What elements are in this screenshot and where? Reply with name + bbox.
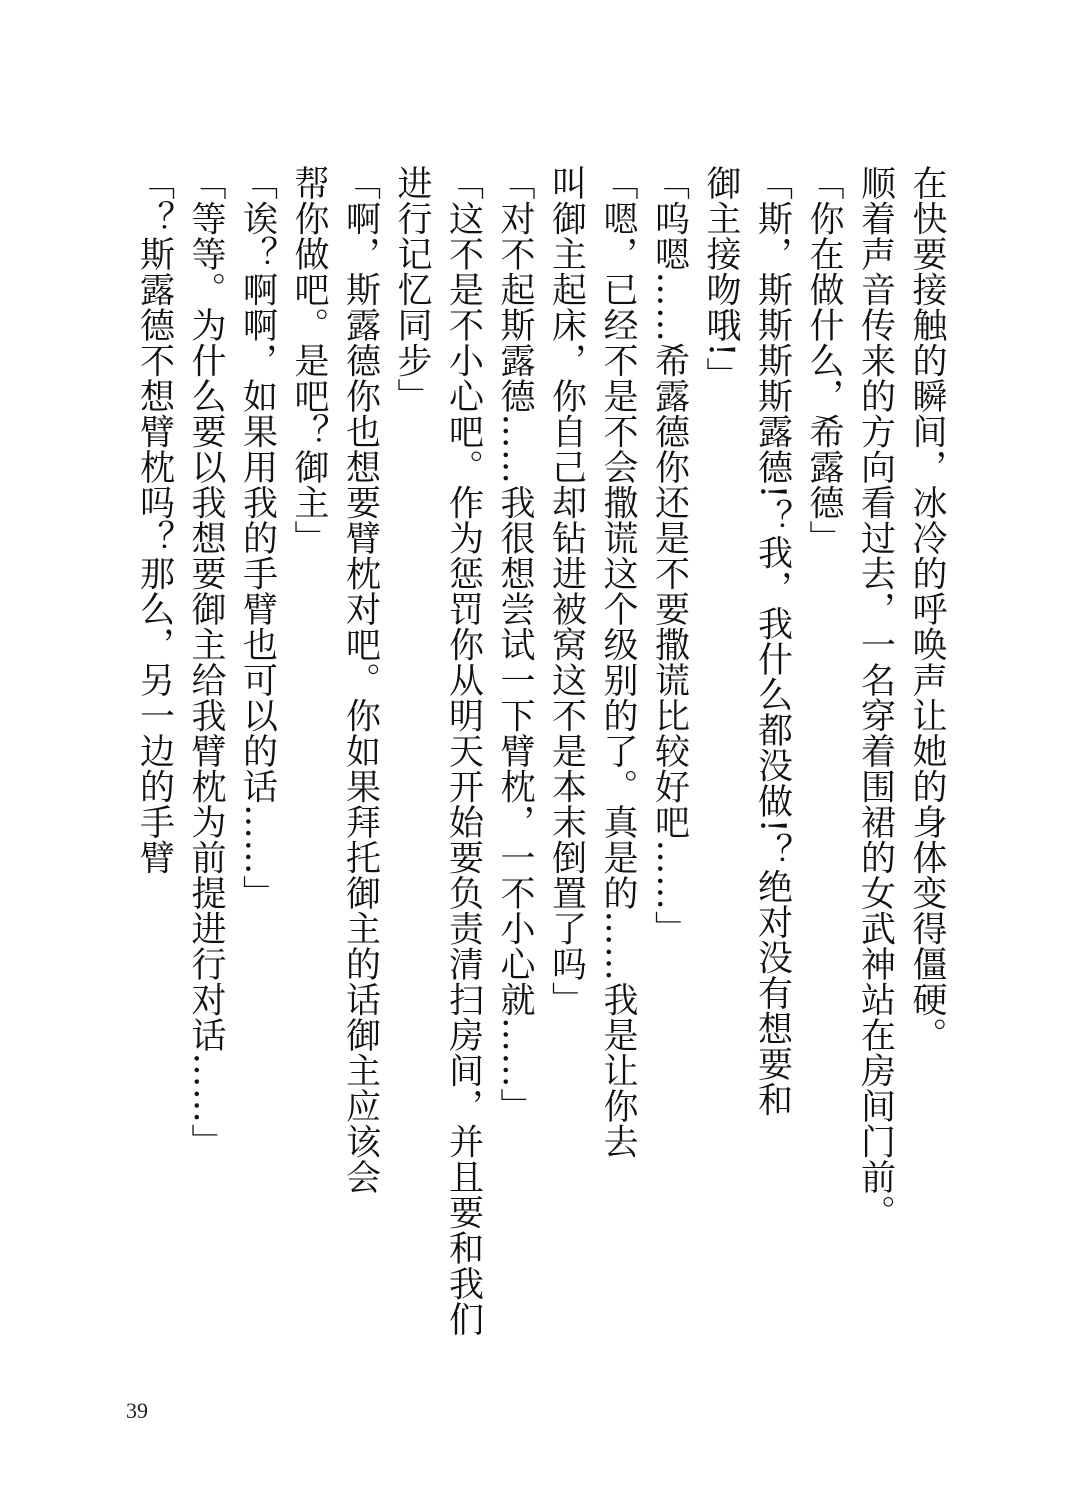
text-line: 「你在做什么，希露德」 — [804, 165, 844, 556]
text-line: 「嗯，已经不是不会撒谎这个级别的了。真是的……我是让你去 — [598, 165, 638, 1159]
text-line: 「对不起斯露德……我很想尝试一下臂枕，一不小心就……」 — [495, 165, 535, 1124]
text-line: 叫御主起床，你自己却钻进被窝这不是本末倒置了吗」 — [546, 165, 587, 1017]
text-line: 顺着声音传来的方向看过去，一名穿着围裙的女武神站在房间门前。 — [855, 165, 896, 1230]
page-number: 39 — [126, 1398, 148, 1423]
text-line: 「等等。为什么要以我想要御主给我臂枕为前提进行对话……」 — [186, 165, 226, 1159]
text-line: 进行记忆同步」 — [392, 165, 432, 414]
text-line: 「诶？啊啊，如果用我的手臂也可以的话……」 — [237, 165, 278, 911]
vertical-text-block — [128, 165, 952, 1337]
text-line: 在快要接触的瞬间，冰冷的呼唤声让她的身体变得僵硬。 — [907, 165, 947, 1053]
text-line: 御主接吻哦!」 — [701, 165, 741, 393]
text-line: 「这不是不小心吧。作为惩罚你从明天开始要负责清扫房间，并且要和我们 — [443, 165, 484, 1337]
text-line: 「？斯露德不想臂枕吗？那么，另一边的手臂 — [134, 165, 175, 875]
text-line: 「呜嗯……希露德你还是不要撒谎比较好吧……」 — [649, 165, 690, 946]
text-line: 帮你做吧。是吧？御主」 — [289, 165, 329, 556]
text-line: 「啊，斯露德你也想要臂枕对吧。你如果拜托御主的话御主应该会 — [340, 165, 381, 1195]
text-line: 「斯，斯斯斯斯露德!？我，我什么都没做!？绝对没有想要和 — [752, 165, 793, 1118]
